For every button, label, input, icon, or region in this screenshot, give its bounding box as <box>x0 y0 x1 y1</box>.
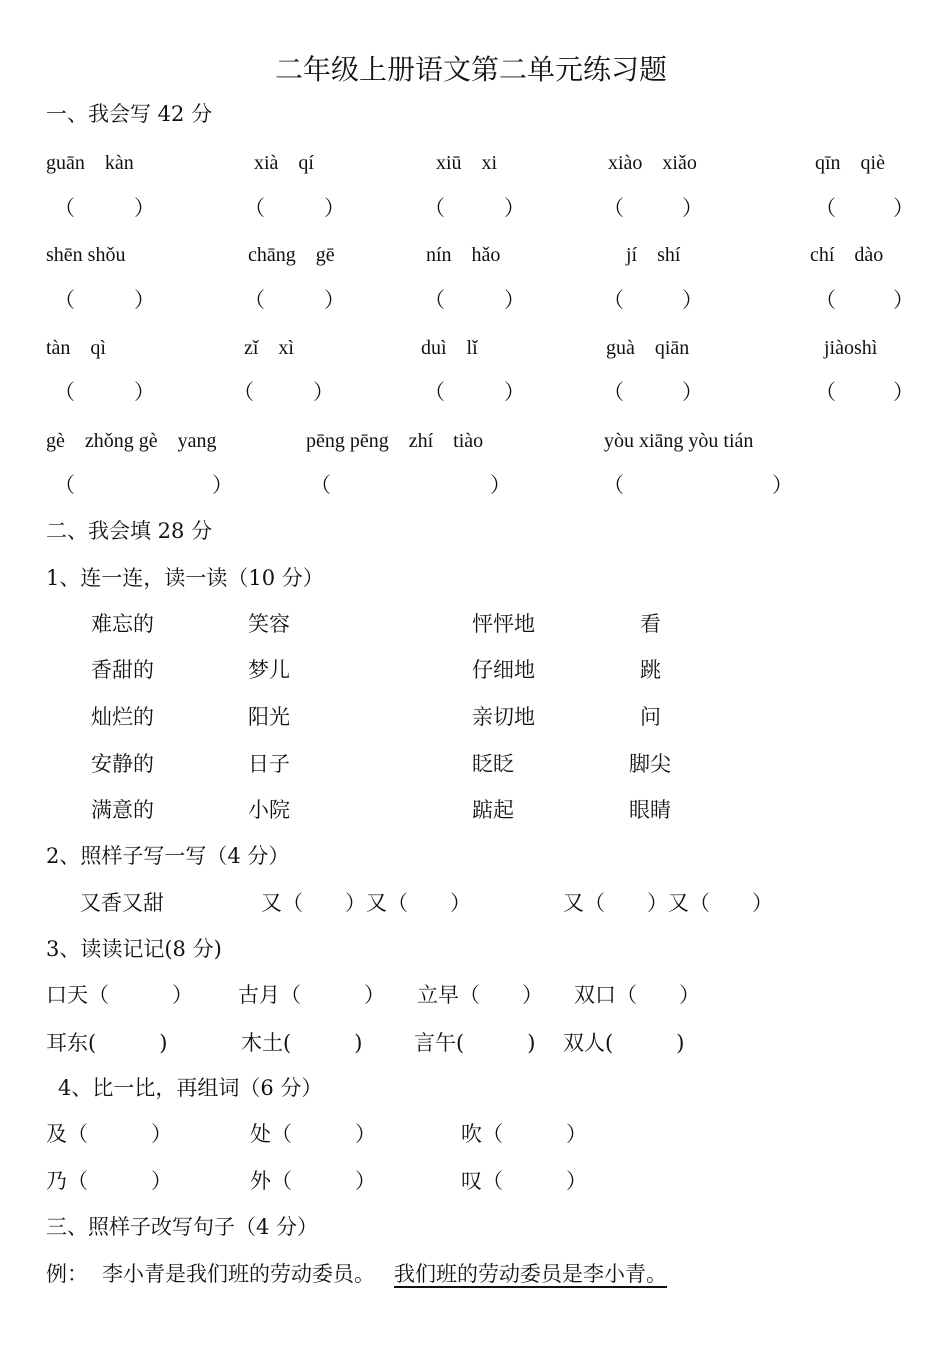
q3-item[interactable]: 双人( ) <box>563 1031 685 1055</box>
q4-item[interactable]: 及（ ） <box>46 1122 172 1146</box>
pinyin-item: xiào xiǎo <box>608 152 697 174</box>
q4-item[interactable]: 吹（ ） <box>461 1122 587 1146</box>
section3-heading: 三、照样子改写句子（4 分） <box>46 1215 319 1239</box>
answer-blank-open[interactable]: （ <box>54 380 75 404</box>
q4-heading: 4、比一比，再组词（6 分） <box>58 1076 323 1100</box>
pinyin-item: chāng gē <box>248 244 335 266</box>
answer-blank-open[interactable]: （ <box>310 473 331 497</box>
match-word[interactable]: 日子 <box>248 752 290 776</box>
pinyin-item: qīn qiè <box>815 152 885 174</box>
pinyin-item: pēng pēng zhí tiào <box>306 430 484 452</box>
answer-blank-close: ） <box>682 288 703 312</box>
pinyin-item: tàn qì <box>46 337 106 359</box>
answer-blank-open[interactable]: （ <box>603 380 624 404</box>
match-word[interactable]: 眼睛 <box>629 798 671 822</box>
page-title: 二年级上册语文第二单元练习题 <box>275 53 668 86</box>
answer-blank-close: ） <box>893 380 914 404</box>
pinyin-item: guān kàn <box>46 152 134 174</box>
answer-blank-close: ） <box>134 380 155 404</box>
answer-blank-open[interactable]: （ <box>244 196 265 220</box>
answer-blank-open[interactable]: （ <box>603 196 624 220</box>
answer-blank-close: ） <box>313 380 334 404</box>
match-word[interactable]: 踮起 <box>472 798 514 822</box>
q3-item[interactable]: 口天（ ） <box>46 983 193 1007</box>
q4-item[interactable]: 叹（ ） <box>461 1169 587 1193</box>
q3-item[interactable]: 双口（ ） <box>574 983 700 1007</box>
answer-blank-close: ） <box>134 288 155 312</box>
example-label: 例： <box>46 1262 88 1286</box>
match-word[interactable]: 眨眨 <box>472 752 514 776</box>
q3-heading: 3、读读记记(8 分) <box>46 937 222 961</box>
answer-blank-open[interactable]: （ <box>424 196 445 220</box>
q3-item[interactable]: 立早（ ） <box>417 983 543 1007</box>
match-word[interactable]: 安静的 <box>91 752 154 776</box>
match-word[interactable]: 梦儿 <box>248 658 290 682</box>
q3-item[interactable]: 言午( ) <box>414 1031 536 1055</box>
pinyin-item: duì lǐ <box>421 337 478 359</box>
q3-item[interactable]: 古月（ ） <box>238 983 385 1007</box>
answer-blank-open[interactable]: （ <box>424 288 445 312</box>
answer-blank-open[interactable]: （ <box>603 473 624 497</box>
q4-item[interactable]: 乃（ ） <box>46 1169 172 1193</box>
section1-heading: 一、我会写 42 分 <box>46 102 213 126</box>
pinyin-item: nín hǎo <box>426 244 501 266</box>
answer-blank-close: ） <box>504 288 525 312</box>
answer-blank-open[interactable]: （ <box>54 288 75 312</box>
answer-blank-close: ） <box>134 196 155 220</box>
example-sentence: 李小青是我们班的劳动委员。 <box>102 1262 375 1286</box>
pinyin-item: shēn shǒu <box>46 244 126 266</box>
answer-blank-open[interactable]: （ <box>54 196 75 220</box>
answer-blank-close: ） <box>682 380 703 404</box>
answer-blank-close: ） <box>893 288 914 312</box>
match-word[interactable]: 亲切地 <box>472 705 535 729</box>
match-word[interactable]: 笑容 <box>248 612 290 636</box>
pinyin-item: gè zhǒng gè yang <box>46 430 217 452</box>
match-word[interactable]: 灿烂的 <box>91 705 154 729</box>
answer-blank-close: ） <box>504 380 525 404</box>
answer-blank-open[interactable]: （ <box>603 288 624 312</box>
match-word[interactable]: 仔细地 <box>472 658 535 682</box>
answer-blank-open[interactable]: （ <box>233 380 254 404</box>
answer-blank-close: ） <box>490 473 511 497</box>
example-answer: 我们班的劳动委员是李小青。 <box>394 1262 667 1286</box>
match-word[interactable]: 跳 <box>640 658 661 682</box>
pinyin-item: yòu xiāng yòu tián <box>604 430 754 452</box>
match-word[interactable]: 怦怦地 <box>472 612 535 636</box>
match-word[interactable]: 香甜的 <box>91 658 154 682</box>
q1-heading: 1、连一连，读一读（10 分） <box>46 566 324 590</box>
answer-blank-close: ） <box>893 196 914 220</box>
q4-item[interactable]: 外（ ） <box>250 1169 376 1193</box>
pinyin-item: xià qí <box>254 152 314 174</box>
pinyin-item: jí shí <box>626 244 681 266</box>
answer-blank-open[interactable]: （ <box>54 473 75 497</box>
pinyin-item: chí dào <box>810 244 884 266</box>
q2-blank[interactable]: 又（ ）又（ ） <box>563 891 773 915</box>
match-word[interactable]: 脚尖 <box>629 752 671 776</box>
answer-blank-open[interactable]: （ <box>815 288 836 312</box>
q2-example: 又香又甜 <box>80 891 164 915</box>
answer-blank-open[interactable]: （ <box>815 196 836 220</box>
match-word[interactable]: 阳光 <box>248 705 290 729</box>
match-word[interactable]: 难忘的 <box>91 612 154 636</box>
pinyin-item: jiàoshì <box>824 337 878 359</box>
match-word[interactable]: 满意的 <box>91 798 154 822</box>
answer-blank-close: ） <box>324 196 345 220</box>
answer-blank-close: ） <box>772 473 793 497</box>
match-word[interactable]: 小院 <box>248 798 290 822</box>
pinyin-item: guà qiān <box>606 337 690 359</box>
q3-item[interactable]: 木土( ) <box>241 1031 363 1055</box>
q4-item[interactable]: 处（ ） <box>250 1122 376 1146</box>
answer-blank-open[interactable]: （ <box>244 288 265 312</box>
pinyin-item: zǐ xì <box>244 337 294 359</box>
answer-blank-open[interactable]: （ <box>424 380 445 404</box>
match-word[interactable]: 看 <box>640 612 661 636</box>
match-word[interactable]: 问 <box>640 705 661 729</box>
section2-heading: 二、我会填 28 分 <box>46 519 213 543</box>
answer-blank-close: ） <box>682 196 703 220</box>
answer-blank-close: ） <box>504 196 525 220</box>
q2-heading: 2、照样子写一写（4 分） <box>46 844 290 868</box>
answer-blank-open[interactable]: （ <box>815 380 836 404</box>
q2-blank[interactable]: 又（ ）又（ ） <box>261 891 471 915</box>
answer-blank-close: ） <box>324 288 345 312</box>
q3-item[interactable]: 耳东( ) <box>46 1031 168 1055</box>
pinyin-item: xiū xi <box>436 152 498 174</box>
answer-blank-close: ） <box>212 473 233 497</box>
